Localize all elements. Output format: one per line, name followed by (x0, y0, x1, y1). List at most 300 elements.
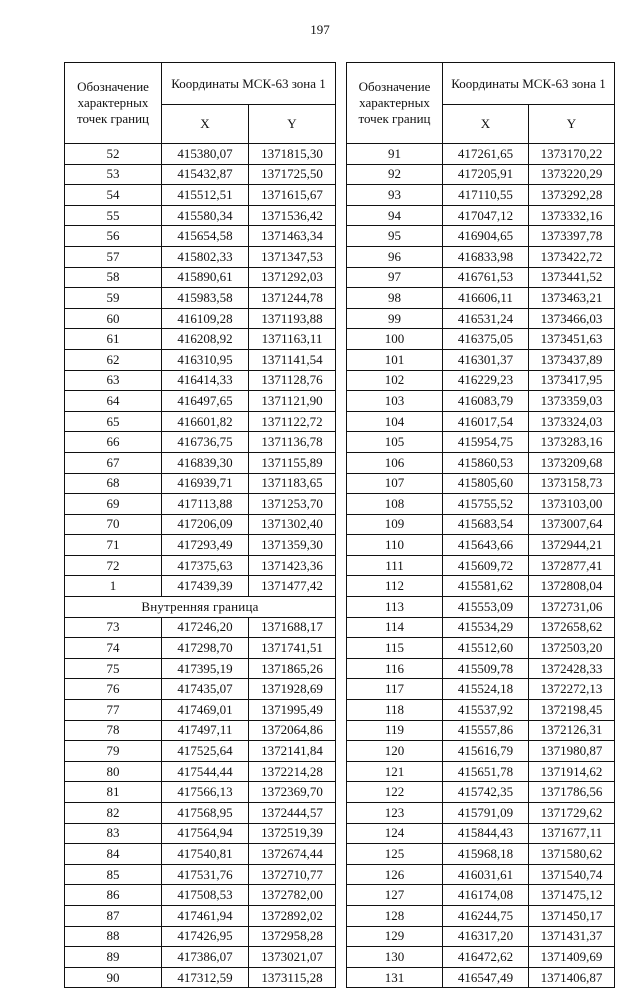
x-coordinate-cell: 416472,62 (443, 947, 529, 968)
designation-header: Обозначение характерных точек границ (347, 63, 443, 144)
point-number-cell: 101 (347, 349, 443, 370)
x-coordinate-cell: 416736,75 (162, 432, 249, 453)
table-row (65, 658, 336, 679)
x-coordinate-cell: 416497,65 (162, 391, 249, 412)
table-row (347, 246, 615, 267)
x-coordinate-cell: 417525,64 (162, 741, 249, 762)
x-coordinate-cell: 415755,52 (443, 494, 529, 515)
x-coordinate-cell: 415581,62 (443, 576, 529, 597)
y-coordinate-cell: 1371786,56 (529, 782, 615, 803)
table-row (347, 205, 615, 226)
y-coordinate-cell: 1371193,88 (249, 308, 336, 329)
table-row (347, 555, 615, 576)
point-number-cell: 128 (347, 905, 443, 926)
point-number-cell: 66 (65, 432, 162, 453)
point-number-cell: 126 (347, 864, 443, 885)
x-coordinate-cell: 417395,19 (162, 658, 249, 679)
y-coordinate-cell: 1373397,78 (529, 226, 615, 247)
x-coordinate-cell: 416939,71 (162, 473, 249, 494)
point-number-cell: 98 (347, 288, 443, 309)
x-coordinate-cell: 416531,24 (443, 308, 529, 329)
y-coordinate-cell: 1371121,90 (249, 391, 336, 412)
table-row (65, 864, 336, 885)
x-coordinate-cell: 415742,35 (443, 782, 529, 803)
table-row (347, 823, 615, 844)
table-row (347, 803, 615, 824)
x-coordinate-cell: 415654,58 (162, 226, 249, 247)
x-coordinate-cell: 415537,92 (443, 700, 529, 721)
point-number-cell: 100 (347, 329, 443, 350)
x-coordinate-cell: 416414,33 (162, 370, 249, 391)
table-row (347, 926, 615, 947)
x-coordinate-cell: 416301,37 (443, 349, 529, 370)
y-coordinate-cell: 1373292,28 (529, 185, 615, 206)
table-row (347, 617, 615, 638)
table-row (65, 576, 336, 597)
point-number-cell: 52 (65, 144, 162, 165)
table-row (347, 452, 615, 473)
table-row (65, 411, 336, 432)
x-coordinate-cell: 415860,53 (443, 452, 529, 473)
table-row (65, 288, 336, 309)
point-number-cell: 115 (347, 638, 443, 659)
y-coordinate-cell: 1373332,16 (529, 205, 615, 226)
designation-header: Обозначение характерных точек границ (65, 63, 162, 144)
x-coordinate-cell: 416208,92 (162, 329, 249, 350)
table-row (65, 761, 336, 782)
y-coordinate-cell: 1372710,77 (249, 864, 336, 885)
y-coordinate-cell: 1371409,69 (529, 947, 615, 968)
point-number-cell: 85 (65, 864, 162, 885)
x-coordinate-cell: 415844,43 (443, 823, 529, 844)
point-number-cell: 96 (347, 246, 443, 267)
y-coordinate-cell: 1371423,36 (249, 555, 336, 576)
y-coordinate-cell: 1372782,00 (249, 885, 336, 906)
y-coordinate-cell: 1371688,17 (249, 617, 336, 638)
point-number-cell: 127 (347, 885, 443, 906)
x-coordinate-cell: 416833,98 (443, 246, 529, 267)
y-coordinate-cell: 1371347,53 (249, 246, 336, 267)
x-coordinate-cell: 416174,08 (443, 885, 529, 906)
table-row (65, 185, 336, 206)
point-number-cell: 74 (65, 638, 162, 659)
page-number: 197 (310, 22, 330, 37)
point-number-cell: 57 (65, 246, 162, 267)
x-coordinate-cell: 416244,75 (443, 905, 529, 926)
table-row (65, 164, 336, 185)
y-coordinate-cell: 1371431,37 (529, 926, 615, 947)
x-coordinate-cell: 417312,59 (162, 967, 249, 988)
table-row (65, 803, 336, 824)
x-coordinate-cell: 415791,09 (443, 803, 529, 824)
x-coordinate-cell: 417261,65 (443, 144, 529, 165)
table-row (347, 473, 615, 494)
table-row (65, 514, 336, 535)
table-row (347, 761, 615, 782)
table-row (65, 679, 336, 700)
table-row (347, 349, 615, 370)
y-coordinate-cell: 1373007,64 (529, 514, 615, 535)
table-row (347, 679, 615, 700)
y-coordinate-cell: 1371128,76 (249, 370, 336, 391)
point-number-cell: 125 (347, 844, 443, 865)
table-row (65, 308, 336, 329)
table-row (65, 432, 336, 453)
table-row (65, 782, 336, 803)
x-coordinate-cell: 415890,61 (162, 267, 249, 288)
y-coordinate-cell: 1372877,41 (529, 555, 615, 576)
table-row (65, 144, 336, 165)
table-row (347, 658, 615, 679)
point-number-cell: 104 (347, 411, 443, 432)
point-number-cell: 111 (347, 555, 443, 576)
x-coordinate-cell: 417047,12 (443, 205, 529, 226)
y-coordinate-cell: 1371463,34 (249, 226, 336, 247)
table-row (347, 597, 615, 618)
y-coordinate-cell: 1373283,16 (529, 432, 615, 453)
x-coordinate-cell: 415432,87 (162, 164, 249, 185)
y-coordinate-cell: 1373437,89 (529, 349, 615, 370)
coordinates-header: Координаты МСК-63 зона 1 (162, 63, 336, 105)
y-coordinate-cell: 1373359,03 (529, 391, 615, 412)
x-coordinate-cell: 417531,76 (162, 864, 249, 885)
table-row (347, 885, 615, 906)
point-number-cell: 117 (347, 679, 443, 700)
x-coordinate-cell: 416904,65 (443, 226, 529, 247)
table-row (65, 905, 336, 926)
y-coordinate-cell: 1373441,52 (529, 267, 615, 288)
y-column-header: Y (249, 105, 336, 144)
table-row (65, 267, 336, 288)
point-number-cell: 91 (347, 144, 443, 165)
point-number-cell: 89 (65, 947, 162, 968)
point-number-cell: 113 (347, 597, 443, 618)
y-coordinate-cell: 1373466,03 (529, 308, 615, 329)
point-number-cell: 59 (65, 288, 162, 309)
point-number-cell: 105 (347, 432, 443, 453)
x-coordinate-cell: 417544,44 (162, 761, 249, 782)
x-coordinate-cell: 415683,54 (443, 514, 529, 535)
x-coordinate-cell: 415983,58 (162, 288, 249, 309)
x-column-header: X (162, 105, 249, 144)
table-row (65, 700, 336, 721)
table-row (65, 246, 336, 267)
y-coordinate-cell: 1371729,62 (529, 803, 615, 824)
point-number-cell: 58 (65, 267, 162, 288)
x-coordinate-cell: 415524,18 (443, 679, 529, 700)
y-coordinate-cell: 1371450,17 (529, 905, 615, 926)
y-coordinate-cell: 1371815,30 (249, 144, 336, 165)
point-number-cell: 79 (65, 741, 162, 762)
table-row (347, 185, 615, 206)
table-row (347, 947, 615, 968)
table-row (347, 411, 615, 432)
point-number-cell: 119 (347, 720, 443, 741)
y-coordinate-cell: 1373170,22 (529, 144, 615, 165)
point-number-cell: 129 (347, 926, 443, 947)
x-coordinate-cell: 416229,23 (443, 370, 529, 391)
x-coordinate-cell: 415609,72 (443, 555, 529, 576)
x-coordinate-cell: 416317,20 (443, 926, 529, 947)
x-coordinate-cell: 415553,09 (443, 597, 529, 618)
y-coordinate-cell: 1371406,87 (529, 967, 615, 988)
table-row (65, 370, 336, 391)
y-coordinate-cell: 1372674,44 (249, 844, 336, 865)
y-coordinate-cell: 1371141,54 (249, 349, 336, 370)
point-number-cell: 71 (65, 535, 162, 556)
x-coordinate-cell: 415512,60 (443, 638, 529, 659)
y-coordinate-cell: 1371677,11 (529, 823, 615, 844)
point-number-cell: 75 (65, 658, 162, 679)
table-row (65, 349, 336, 370)
point-number-cell: 114 (347, 617, 443, 638)
x-coordinate-cell: 415651,78 (443, 761, 529, 782)
point-number-cell: 81 (65, 782, 162, 803)
point-number-cell: 60 (65, 308, 162, 329)
x-coordinate-cell: 417461,94 (162, 905, 249, 926)
point-number-cell: 65 (65, 411, 162, 432)
y-coordinate-cell: 1373115,28 (249, 967, 336, 988)
table-row (347, 535, 615, 556)
y-coordinate-cell: 1372519,39 (249, 823, 336, 844)
point-number-cell: 78 (65, 720, 162, 741)
table-row (347, 267, 615, 288)
point-number-cell: 64 (65, 391, 162, 412)
x-coordinate-cell: 417435,07 (162, 679, 249, 700)
x-coordinate-cell: 417386,07 (162, 947, 249, 968)
point-number-cell: 55 (65, 205, 162, 226)
point-number-cell: 68 (65, 473, 162, 494)
y-coordinate-cell: 1373220,29 (529, 164, 615, 185)
point-number-cell: 120 (347, 741, 443, 762)
y-coordinate-cell: 1371163,11 (249, 329, 336, 350)
y-coordinate-cell: 1371155,89 (249, 452, 336, 473)
table-row (65, 473, 336, 494)
table-row (347, 370, 615, 391)
table-row (347, 720, 615, 741)
section-label: Внутренняя граница (65, 597, 336, 618)
y-coordinate-cell: 1373209,68 (529, 452, 615, 473)
y-coordinate-cell: 1371302,40 (249, 514, 336, 535)
point-number-cell: 90 (65, 967, 162, 988)
x-coordinate-cell: 417246,20 (162, 617, 249, 638)
y-coordinate-cell: 1372064,86 (249, 720, 336, 741)
point-number-cell: 93 (347, 185, 443, 206)
table-row (347, 967, 615, 988)
point-number-cell: 109 (347, 514, 443, 535)
y-coordinate-cell: 1372892,02 (249, 905, 336, 926)
y-coordinate-cell: 1372141,84 (249, 741, 336, 762)
x-coordinate-cell: 417568,95 (162, 803, 249, 824)
table-row (347, 494, 615, 515)
table-row (65, 947, 336, 968)
x-coordinate-cell: 416375,05 (443, 329, 529, 350)
x-coordinate-cell: 417298,70 (162, 638, 249, 659)
point-number-cell: 123 (347, 803, 443, 824)
point-number-cell: 121 (347, 761, 443, 782)
x-coordinate-cell: 417113,88 (162, 494, 249, 515)
x-coordinate-cell: 417540,81 (162, 844, 249, 865)
y-coordinate-cell: 1372126,31 (529, 720, 615, 741)
x-coordinate-cell: 416031,61 (443, 864, 529, 885)
table-row (347, 638, 615, 659)
y-coordinate-cell: 1373417,95 (529, 370, 615, 391)
y-coordinate-cell: 1371477,42 (249, 576, 336, 597)
y-coordinate-cell: 1373158,73 (529, 473, 615, 494)
y-coordinate-cell: 1372444,57 (249, 803, 336, 824)
table-row (347, 144, 615, 165)
x-coordinate-cell: 417497,11 (162, 720, 249, 741)
point-number-cell: 88 (65, 926, 162, 947)
section-row (65, 597, 336, 618)
x-coordinate-cell: 415534,29 (443, 617, 529, 638)
point-number-cell: 77 (65, 700, 162, 721)
table-body (65, 144, 336, 988)
point-number-cell: 130 (347, 947, 443, 968)
x-coordinate-cell: 417564,94 (162, 823, 249, 844)
point-number-cell: 112 (347, 576, 443, 597)
table-row (65, 638, 336, 659)
y-coordinate-cell: 1371725,50 (249, 164, 336, 185)
y-coordinate-cell: 1372369,70 (249, 782, 336, 803)
y-coordinate-cell: 1371540,74 (529, 864, 615, 885)
table-row (347, 329, 615, 350)
y-coordinate-cell: 1371292,03 (249, 267, 336, 288)
x-coordinate-cell: 416109,28 (162, 308, 249, 329)
y-coordinate-cell: 1371359,30 (249, 535, 336, 556)
x-coordinate-cell: 415509,78 (443, 658, 529, 679)
table-row (347, 288, 615, 309)
point-number-cell: 103 (347, 391, 443, 412)
point-number-cell: 92 (347, 164, 443, 185)
y-coordinate-cell: 1372428,33 (529, 658, 615, 679)
table-row (347, 391, 615, 412)
point-number-cell: 61 (65, 329, 162, 350)
y-coordinate-cell: 1371253,70 (249, 494, 336, 515)
y-coordinate-cell: 1371122,72 (249, 411, 336, 432)
table-row (65, 205, 336, 226)
table-row (347, 226, 615, 247)
y-coordinate-cell: 1373422,72 (529, 246, 615, 267)
point-number-cell: 124 (347, 823, 443, 844)
point-number-cell: 73 (65, 617, 162, 638)
y-coordinate-cell: 1371136,78 (249, 432, 336, 453)
y-coordinate-cell: 1371183,65 (249, 473, 336, 494)
table-row (347, 741, 615, 762)
y-coordinate-cell: 1371244,78 (249, 288, 336, 309)
y-coordinate-cell: 1371914,62 (529, 761, 615, 782)
y-coordinate-cell: 1373324,03 (529, 411, 615, 432)
x-coordinate-cell: 416601,82 (162, 411, 249, 432)
y-coordinate-cell: 1372214,28 (249, 761, 336, 782)
table-row (347, 844, 615, 865)
y-coordinate-cell: 1372731,06 (529, 597, 615, 618)
y-coordinate-cell: 1371980,87 (529, 741, 615, 762)
table-row (65, 885, 336, 906)
x-coordinate-cell: 416547,49 (443, 967, 529, 988)
table-row (65, 844, 336, 865)
y-coordinate-cell: 1372944,21 (529, 535, 615, 556)
coordinates-header: Координаты МСК-63 зона 1 (443, 63, 615, 105)
x-coordinate-cell: 415968,18 (443, 844, 529, 865)
table-row (65, 452, 336, 473)
table-row (347, 514, 615, 535)
table-row (65, 226, 336, 247)
table-row (65, 494, 336, 515)
x-coordinate-cell: 417375,63 (162, 555, 249, 576)
point-number-cell: 95 (347, 226, 443, 247)
point-number-cell: 83 (65, 823, 162, 844)
point-number-cell: 82 (65, 803, 162, 824)
point-number-cell: 94 (347, 205, 443, 226)
point-number-cell: 99 (347, 308, 443, 329)
x-coordinate-cell: 415643,66 (443, 535, 529, 556)
table-row (65, 535, 336, 556)
point-number-cell: 106 (347, 452, 443, 473)
coordinates-table-right (346, 62, 615, 988)
x-coordinate-cell: 415512,51 (162, 185, 249, 206)
x-coordinate-cell: 416606,11 (443, 288, 529, 309)
table-row (65, 391, 336, 412)
table-row (347, 576, 615, 597)
point-number-cell: 107 (347, 473, 443, 494)
x-coordinate-cell: 417566,13 (162, 782, 249, 803)
x-column-header: X (443, 105, 529, 144)
y-coordinate-cell: 1373103,00 (529, 494, 615, 515)
point-number-cell: 131 (347, 967, 443, 988)
point-number-cell: 97 (347, 267, 443, 288)
point-number-cell: 62 (65, 349, 162, 370)
y-coordinate-cell: 1371741,51 (249, 638, 336, 659)
point-number-cell: 102 (347, 370, 443, 391)
y-coordinate-cell: 1372503,20 (529, 638, 615, 659)
point-number-cell: 54 (65, 185, 162, 206)
x-coordinate-cell: 417293,49 (162, 535, 249, 556)
y-coordinate-cell: 1372658,62 (529, 617, 615, 638)
y-coordinate-cell: 1373021,07 (249, 947, 336, 968)
y-coordinate-cell: 1371615,67 (249, 185, 336, 206)
y-coordinate-cell: 1371580,62 (529, 844, 615, 865)
point-number-cell: 56 (65, 226, 162, 247)
point-number-cell: 80 (65, 761, 162, 782)
table-row (347, 905, 615, 926)
table-row (347, 864, 615, 885)
table-row (347, 432, 615, 453)
table-row (65, 329, 336, 350)
point-number-cell: 72 (65, 555, 162, 576)
y-coordinate-cell: 1371995,49 (249, 700, 336, 721)
x-coordinate-cell: 415380,07 (162, 144, 249, 165)
x-coordinate-cell: 417508,53 (162, 885, 249, 906)
y-coordinate-cell: 1371865,26 (249, 658, 336, 679)
point-number-cell: 1 (65, 576, 162, 597)
x-coordinate-cell: 416310,95 (162, 349, 249, 370)
x-coordinate-cell: 417426,95 (162, 926, 249, 947)
y-coordinate-cell: 1372272,13 (529, 679, 615, 700)
point-number-cell: 63 (65, 370, 162, 391)
x-coordinate-cell: 415580,34 (162, 205, 249, 226)
point-number-cell: 84 (65, 844, 162, 865)
x-coordinate-cell: 417110,55 (443, 185, 529, 206)
point-number-cell: 87 (65, 905, 162, 926)
x-coordinate-cell: 416083,79 (443, 391, 529, 412)
x-coordinate-cell: 415805,60 (443, 473, 529, 494)
point-number-cell: 53 (65, 164, 162, 185)
x-coordinate-cell: 416839,30 (162, 452, 249, 473)
table-row (65, 617, 336, 638)
y-coordinate-cell: 1373451,63 (529, 329, 615, 350)
y-coordinate-cell: 1372808,04 (529, 576, 615, 597)
